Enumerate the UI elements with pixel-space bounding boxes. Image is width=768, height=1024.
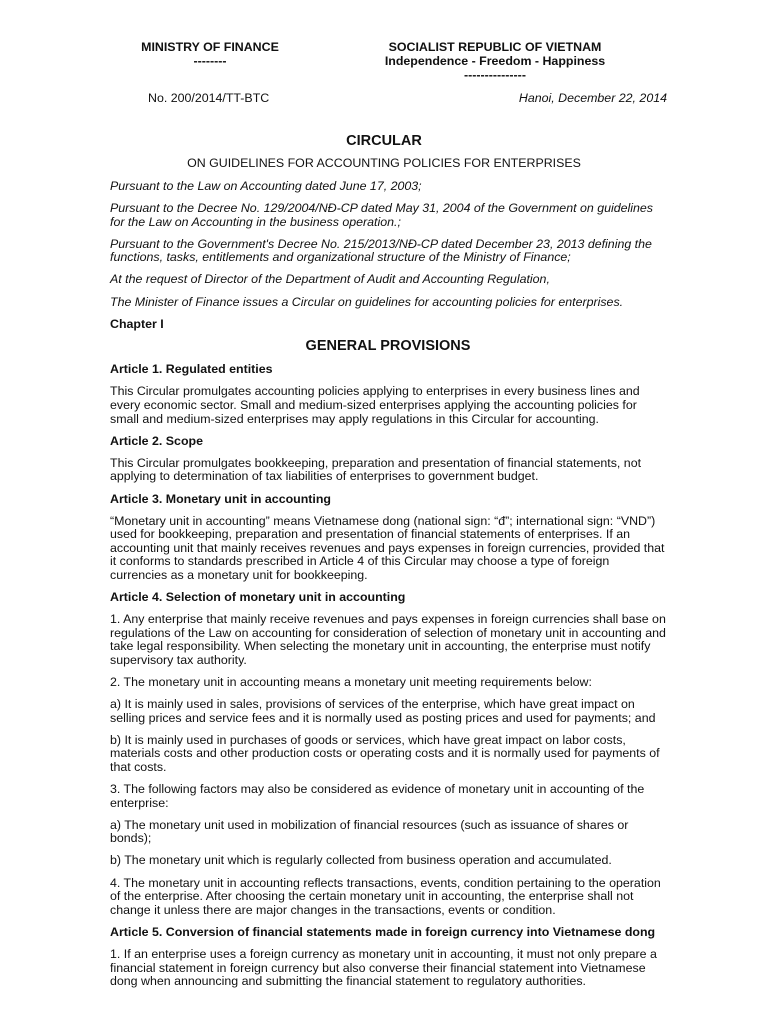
ministry-header: [120, 40, 300, 68]
article-heading: Article 2. Scope: [110, 433, 203, 448]
article-text: This Circular promulgates accounting policies applying to enterprises in every business lines and every economic sector. Small and medium-sized enterprises applying the accounting policies for small and medium-sized enterprises may apply regulations in this Circular for accounting.: [110, 384, 640, 426]
preamble-line: Pursuant to the Government's Decree No. 215/2013/NĐ-CP dated December 23, 2013 defining the functions, tasks, entitlements and organizational structure of the Ministry of Finance;: [110, 236, 652, 265]
article-heading: Article 1. Regulated entities: [110, 362, 273, 377]
article-heading: Article 3. Monetary unit in accounting: [110, 491, 331, 506]
article-heading: Article 5. Conversion of financial statements made in foreign currency into Vietnamese dong: [110, 924, 656, 939]
republic-motto: Independence - Freedom - Happiness: [384, 54, 606, 68]
article-text: a) The monetary unit used in mobilization of financial resources (such as issuance of shares or bonds);: [110, 817, 629, 846]
ministry-name: MINISTRY OF FINANCE: [141, 40, 279, 54]
article-text: 1. Any enterprise that mainly receive revenues and pays expenses in foreign currencies shall base on regulations of the Law on accounting for consideration of selection of monetary unit in accounting and take legal responsibility. When selecting the monetary unit in accounting, the enterprise must notify supervisory tax authority.: [110, 612, 666, 667]
article-text: 1. If an enterprise uses a foreign currency as monetary unit in accounting, it must not only prepare a financial statement in foreign currency but also converse their financial statement into Vietnamese dong when announcing and submitting the financial statement to regulatory authorities.: [110, 946, 657, 989]
preamble-line: The Minister of Finance issues a Circular on guidelines for accounting policies for enterprises.: [110, 294, 624, 309]
republic-rule: ---------------: [464, 68, 526, 82]
article-text: 4. The monetary unit in accounting reflects transactions, events, condition pertaining to the operation of the enterprise. After choosing the certain monetary unit in accounting, the enterprise shall not change it unless there are major changes in the transactions, events or condition.: [110, 875, 661, 917]
article-text: b) The monetary unit which is regularly collected from business operation and accumulated.: [110, 853, 612, 868]
republic-name: SOCIALIST REPUBLIC OF VIETNAM: [388, 40, 602, 54]
article-text: 3. The following factors may also be considered as evidence of monetary unit in accounting of the enterprise:: [110, 782, 645, 810]
article-text: b) It is mainly used in purchases of goods or services, which have great impact on labor costs, materials costs and other production costs or operating costs and it is normally used for payments of that costs.: [110, 732, 660, 774]
article-text: 2. The monetary unit in accounting means a monetary unit meeting requirements below:: [110, 675, 592, 690]
document-title: CIRCULAR: [346, 133, 422, 149]
document-date: Hanoi, December 22, 2014: [518, 91, 667, 105]
document-number: No. 200/2014/TT-BTC: [148, 91, 270, 105]
chapter-title: GENERAL PROVISIONS: [305, 337, 471, 354]
article-heading: Article 4. Selection of monetary unit in accounting: [110, 590, 406, 605]
preamble-line: Pursuant to the Law on Accounting dated June 17, 2003;: [110, 179, 422, 193]
document-subtitle: ON GUIDELINES FOR ACCOUNTING POLICIES FOR ENTERPRISES: [187, 156, 581, 170]
ministry-rule: --------: [193, 54, 227, 68]
document-body: [110, 180, 666, 997]
article-text: This Circular promulgates bookkeeping, preparation and presentation of financial statements, not applying to determination of tax liabilities of enterprises to government budget.: [110, 455, 642, 484]
preamble-line: Pursuant to the Decree No. 129/2004/NĐ-CP dated May 31, 2004 of the Government on guidelines for the Law on Accounting in the business operation.;: [110, 201, 653, 229]
article-text: a) It is mainly used in sales, provisions of services of the enterprise, which have great impact on selling prices and service fees and it is normally used as posting prices and used for payments; and: [110, 697, 656, 725]
preamble-line: At the request of Director of the Department of Audit and Accounting Regulation,: [110, 272, 550, 287]
chapter-label: Chapter I: [110, 316, 164, 331]
republic-header: [365, 40, 625, 82]
article-text: “Monetary unit in accounting” means Vietnamese dong (national sign: “đ”; international sign: “VND”) used for bookkeeping, preparation and presentation of financial statements of enterprises. If an accounting unit that mainly receives revenues and pays expenses in foreign currencies, provided that it conforms to standards prescribed in Article 4 of this Circular may choose a type of foreign currencies as a monetary unit for bookkeeping.: [110, 513, 665, 582]
